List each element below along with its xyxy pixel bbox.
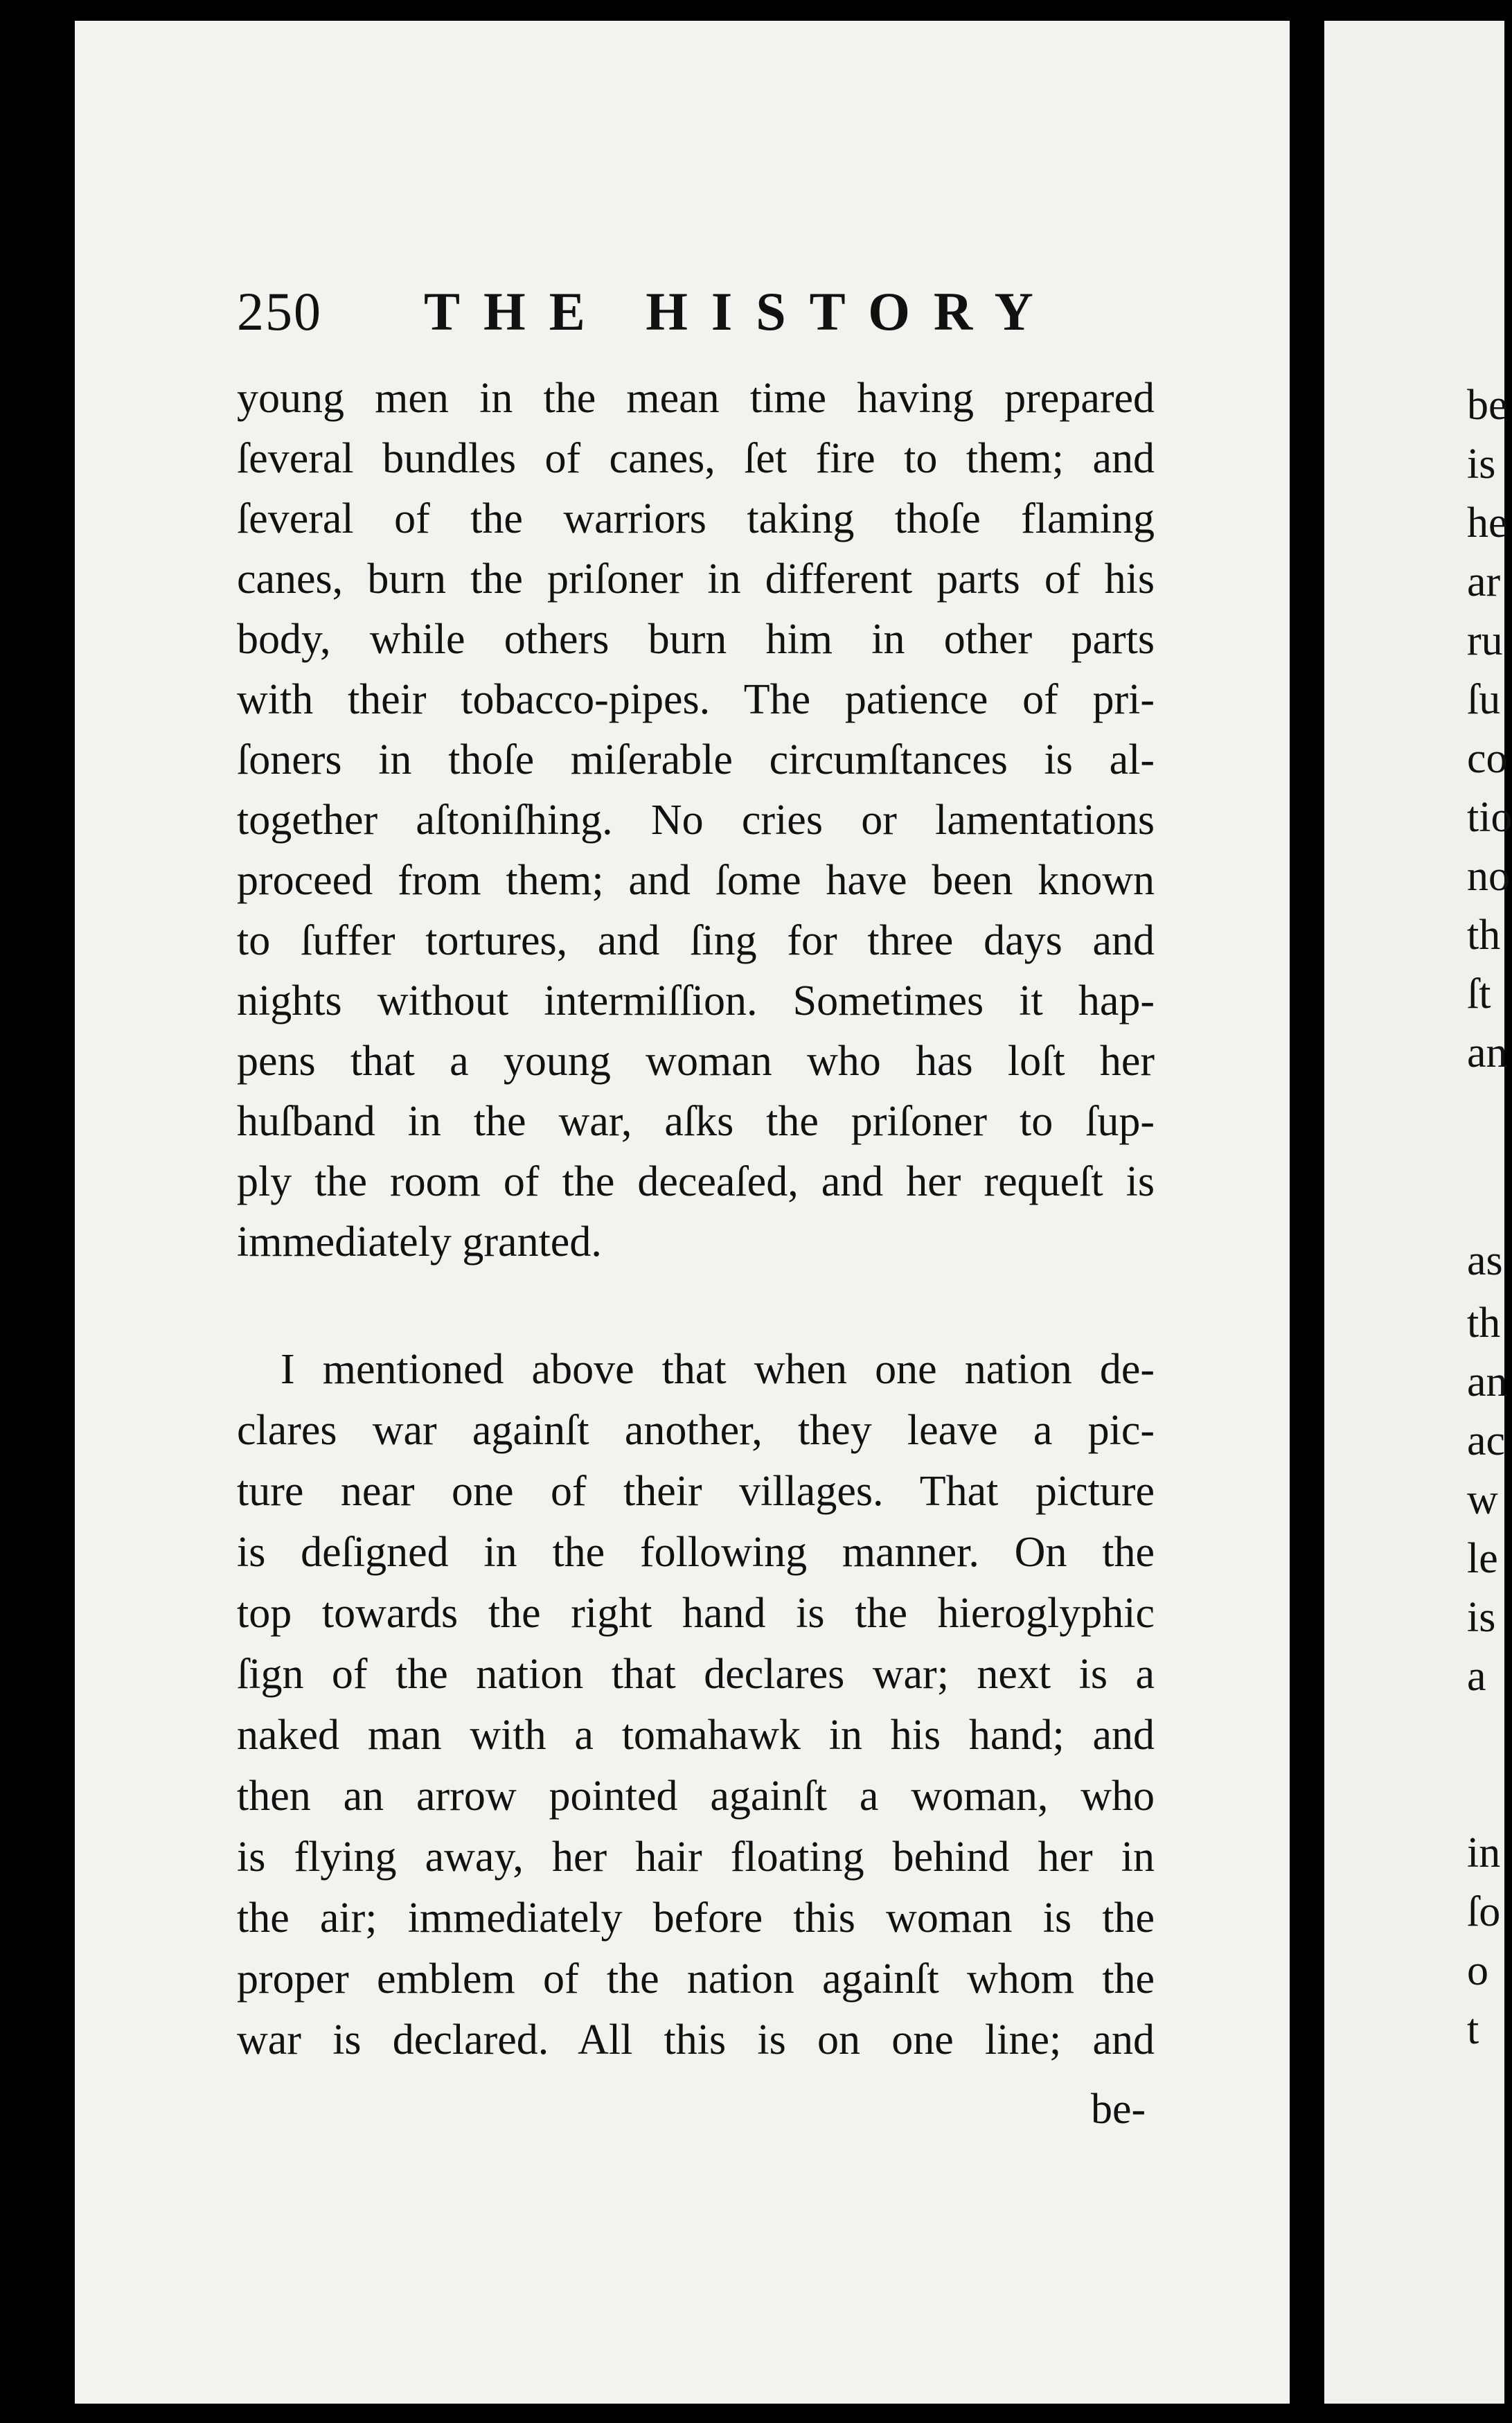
facing-page-fragment: ſt [1467,970,1491,1018]
facing-page-fragment: he [1467,499,1508,547]
text-line: war is declared. All this is on one line; and [237,2016,1155,2063]
text-line: to ſuffer tortures, and ſing for three days and [237,917,1155,964]
facing-page-fragment: no [1467,853,1510,900]
catchword: be- [1091,2086,1146,2133]
facing-page-fragment: is [1467,441,1496,488]
facing-page-fragment: ru [1467,617,1503,664]
facing-page-fragment: tio [1467,794,1512,841]
page-gutter [1290,0,1324,2423]
text-line: top towards the right hand is the hieroglyphic [237,1590,1155,1637]
text-line: ſeveral bundles of canes, ſet fire to them; and [237,435,1155,482]
facing-page-fragment: as [1467,1237,1503,1284]
facing-page-fragment: an [1467,1358,1508,1405]
text-line: huſband in the war, aſks the priſoner to ſup- [237,1098,1155,1145]
text-line: immediately granted. [237,1218,602,1266]
facing-page-fragment: ar [1467,558,1501,605]
text-line: together aſtoniſhing. No cries or lamentations [237,797,1155,844]
text-line: ply the room of the deceaſed, and her requeſt is [237,1158,1155,1205]
text-line: then an arrow pointed againſt a woman, who [237,1773,1155,1820]
facing-page-fragment: ſu [1467,676,1501,723]
facing-page-fragment: in [1467,1829,1501,1876]
text-line: I mentioned above that when one nation de- [281,1346,1155,1393]
facing-page-fragment: ſo [1467,1888,1501,1935]
facing-page-fragment: le [1467,1535,1498,1582]
facing-page-fragment: be [1467,382,1508,429]
facing-page-fragment: t [1467,2006,1479,2053]
text-line: is flying away, her hair floating behind her in [237,1834,1155,1881]
text-line: ſoners in thoſe miſerable circumſtances is al- [237,736,1155,783]
text-line: proceed from them; and ſome have been known [237,857,1155,904]
facing-page-fragment: a [1467,1653,1486,1700]
text-line: ſeveral of the warriors taking thoſe flaming [237,495,1155,542]
facing-page-fragment: o [1467,1947,1488,1994]
text-line: young men in the mean time having prepared [237,375,1155,422]
facing-page-fragment: th [1467,1299,1501,1347]
text-line: the air; immediately before this woman is the [237,1894,1155,1942]
text-line: pens that a young woman who has loſt her [237,1038,1155,1085]
text-line: ſign of the nation that declares war; next is a [237,1651,1155,1698]
text-line: canes, burn the priſoner in different parts of his [237,556,1155,603]
facing-page-fragment: is [1467,1594,1496,1641]
page-number: 250 [237,281,322,341]
text-line: proper emblem of the nation againſt whom the [237,1955,1155,2003]
facing-page-fragment: w [1467,1476,1498,1523]
text-line: is deſigned in the following manner. On the [237,1529,1155,1576]
text-line: with their tobacco-pipes. The patience of pri- [237,676,1155,723]
facing-page-fragment: th [1467,912,1501,959]
text-line: ture near one of their villages. That picture [237,1468,1155,1515]
text-line: nights without intermiſſion. Sometimes it hap- [237,977,1155,1024]
text-line: naked man with a tomahawk in his hand; and [237,1712,1155,1759]
facing-page-fragment: co [1467,735,1508,782]
facing-page-fragment: ac [1467,1417,1506,1464]
text-line: clares war againſt another, they leave a pic- [237,1407,1155,1454]
text-line: body, while others burn him in other parts [237,616,1155,663]
facing-page-fragment: an [1467,1029,1508,1076]
running-title: THE HISTORY [424,281,1057,341]
